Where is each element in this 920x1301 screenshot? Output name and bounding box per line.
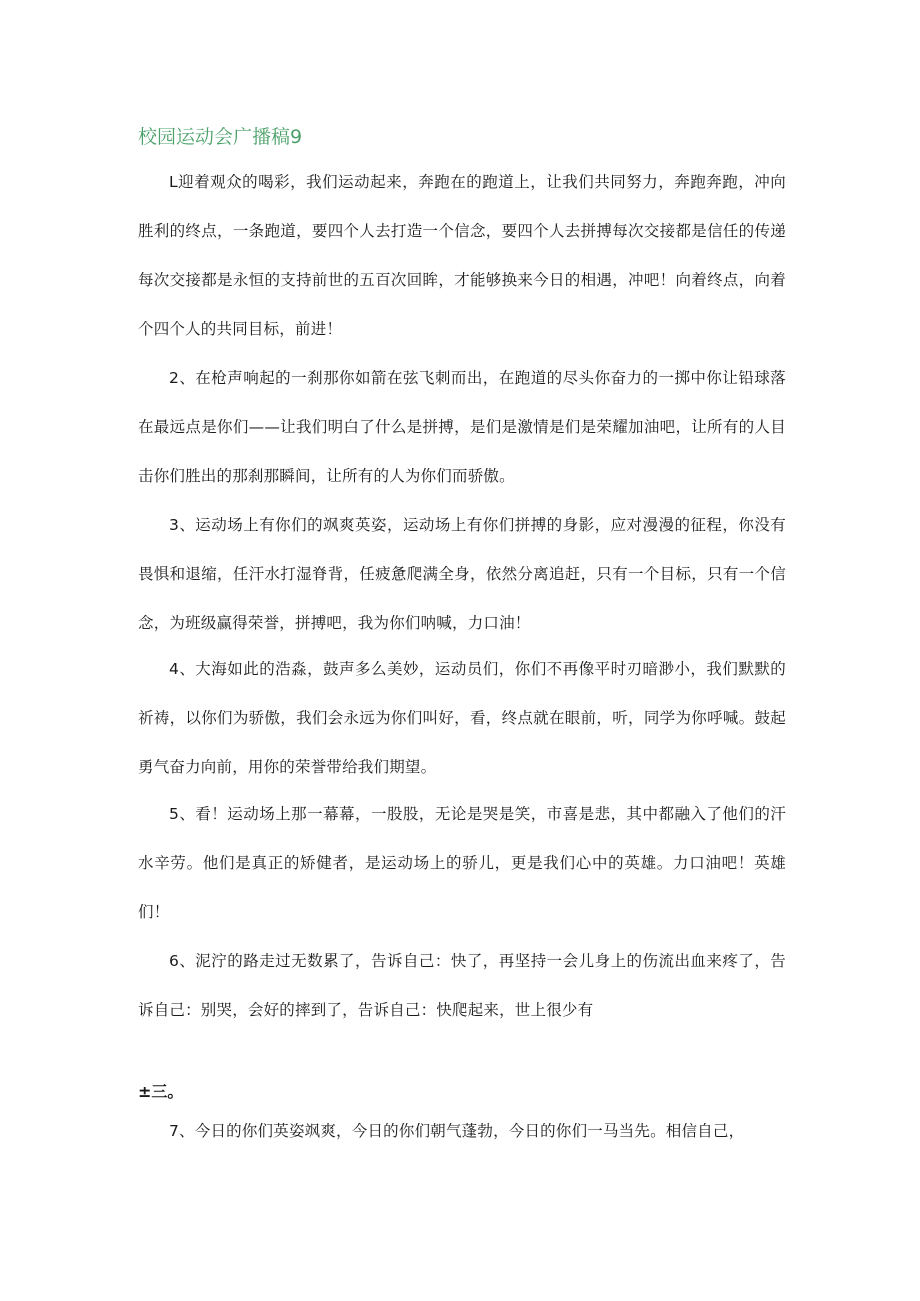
document-title: 校园运动会广播稿9	[138, 126, 303, 148]
paragraph-6: 6、泥泞的路走过无数累了，告诉自己：快了，再坚持一会儿身上的伤流出血来疼了，告诉自己：别哭，会好的摔到了，告诉自己：快爬起来，世上很少有	[138, 952, 786, 1019]
paragraph-2: 2、在枪声响起的一刹那你如箭在弦飞刺而出，在跑道的尽头你奋力的一掷中你让铅球落在最远点是你们——让我们明白了什么是拼搏，是们是激情是们是荣耀加油吧，让所有的人目击你们胜出的那刹那瞬间，让所有的人为你们而骄傲。	[138, 369, 786, 485]
paragraph-4: 4、大海如此的浩淼，鼓声多么美妙，运动员们，你们不再像平时刃暗渺小，我们默默的祈祷，以你们为骄傲，我们会永远为你们叫好，看，终点就在眼前，听，同学为你呼喊。鼓起勇气奋力向前，用你的荣誉带给我们期望。	[138, 660, 786, 776]
paragraph-3: 3、运动场上有你们的飒爽英姿，运动场上有你们拼搏的身影，应对漫漫的征程，你没有畏惧和退缩，任汗水打湿脊背，任疲惫爬满全身，依然分离追赶，只有一个目标，只有一个信念，为班级赢得荣誉，拼搏吧，我为你们呐喊，力口油！	[138, 516, 786, 632]
paragraph-1: L迎着观众的喝彩，我们运动起来，奔跑在的跑道上，让我们共同努力，奔跑奔跑，冲向胜利的终点，一条跑道，要四个人去打造一个信念，要四个人去拼搏每次交接都是信任的传递每次交接都是永恒的支持前世的五百次回眸，才能够换来今日的相遇，冲吧！向着终点，向着个四个人的共同目标，前进！	[138, 173, 786, 338]
paragraph-5: 5、看！运动场上那一幕幕，一股股，无论是哭是笑，市喜是悲，其中都融入了他们的汗水辛劳。他们是真正的矫健者，是运动场上的骄儿，更是我们心中的英雄。力口油吧！英雄们！	[138, 805, 786, 921]
paragraph-6-continuation: ±三。	[138, 1082, 184, 1101]
paragraph-7: 7、今日的你们英姿飒爽，今日的你们朝气蓬勃，今日的你们一马当先。相信自己，	[169, 1122, 745, 1140]
